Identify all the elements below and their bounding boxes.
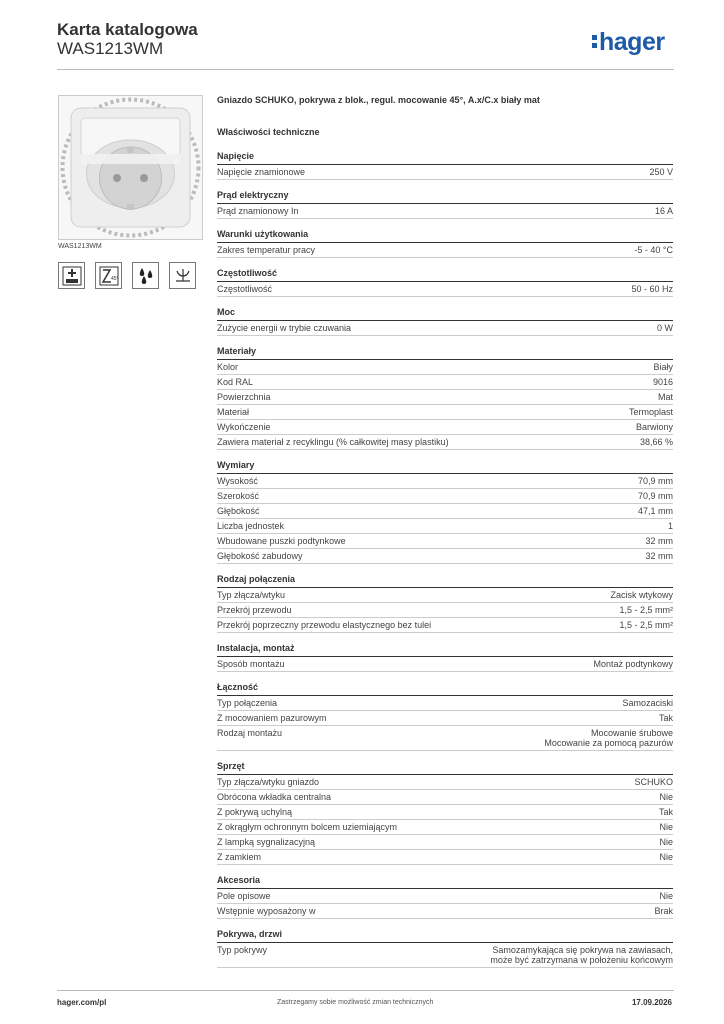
- spec-label: Napięcie znamionowe: [217, 167, 306, 177]
- logo-text: hager: [599, 28, 665, 56]
- spec-value: 50 - 60 Hz: [631, 284, 673, 294]
- spec-label: Typ złącza/wtyku gniazdo: [217, 777, 320, 787]
- spec-value: Nie: [659, 852, 673, 862]
- spec-section: [217, 307, 673, 336]
- header-divider: [57, 69, 674, 70]
- spec-row: [217, 243, 673, 258]
- spec-label: Częstotliwość: [217, 284, 273, 294]
- spec-value: 38,66 %: [639, 437, 673, 447]
- spec-section: [217, 190, 673, 219]
- spec-label: Zakres temperatur pracy: [217, 245, 316, 255]
- spec-label: Przekrój poprzeczny przewodu elastycznego bez tulei: [217, 620, 432, 630]
- spec-value: 1,5 - 2,5 mm²: [619, 605, 673, 615]
- spec-label: Z okrągłym ochronnym bolcem uziemiającym: [217, 822, 398, 832]
- spec-value: Nie: [659, 792, 673, 802]
- spec-row: [217, 726, 673, 751]
- spec-value: 1: [667, 521, 673, 531]
- spec-section: [217, 268, 673, 297]
- spec-row: [217, 420, 673, 435]
- certification-icons: [58, 262, 196, 289]
- spec-value: [544, 728, 673, 748]
- spec-label: Wstępnie wyposażony w: [217, 906, 316, 916]
- spec-label: Przekrój przewodu: [217, 605, 292, 615]
- spec-value: 32 mm: [645, 536, 673, 546]
- spec-row: [217, 489, 673, 504]
- spec-row: [217, 805, 673, 820]
- footer-divider: [57, 990, 674, 991]
- spec-label: Z lampką sygnalizacyjną: [217, 837, 316, 847]
- section-title: Rodzaj połączenia: [217, 574, 673, 588]
- spec-value-line: Mocowanie śrubowe: [590, 728, 673, 738]
- spec-value: SCHUKO: [634, 777, 673, 787]
- svg-text:45°: 45°: [110, 275, 119, 282]
- spec-row: [217, 696, 673, 711]
- spec-section: [217, 346, 673, 450]
- spec-value: Zacisk wtykowy: [610, 590, 673, 600]
- spec-value: 16 A: [654, 206, 673, 216]
- footer-date: 17.09.2026: [631, 998, 672, 1007]
- spec-value: Tak: [658, 807, 673, 817]
- spec-value-line: Samozamykająca się pokrywa na zawiasach,: [492, 945, 673, 955]
- spec-label: Prąd znamionowy In: [217, 206, 299, 216]
- water-drops-icon: [132, 262, 159, 289]
- spec-row: [217, 588, 673, 603]
- properties-heading: Właściwości techniczne: [217, 127, 320, 137]
- spec-row: [217, 504, 673, 519]
- spec-value-line: może być zatrzymana w położeniu końcowym: [490, 955, 673, 965]
- spec-row: [217, 775, 673, 790]
- spec-value: 1,5 - 2,5 mm²: [619, 620, 673, 630]
- section-title: Akcesoria: [217, 875, 673, 889]
- spec-section: [217, 229, 673, 258]
- spec-section: [217, 761, 673, 865]
- spec-value: Tak: [658, 713, 673, 723]
- spec-label: Liczba jednostek: [217, 521, 285, 531]
- spec-label: Typ złącza/wtyku: [217, 590, 286, 600]
- spec-row: [217, 534, 673, 549]
- section-title: Materiały: [217, 346, 673, 360]
- spec-value: Nie: [659, 822, 673, 832]
- spec-label: Kolor: [217, 362, 239, 372]
- spec-value: Nie: [659, 891, 673, 901]
- spec-row: [217, 835, 673, 850]
- spec-label: Sposób montażu: [217, 659, 285, 669]
- spec-row: [217, 519, 673, 534]
- spec-row: [217, 820, 673, 835]
- product-image-caption: WAS1213WM: [58, 243, 102, 250]
- spec-value: Termoplast: [628, 407, 673, 417]
- document-title: Karta katalogowa: [57, 20, 198, 39]
- spec-row: [217, 360, 673, 375]
- spec-label: Z pokrywą uchylną: [217, 807, 293, 817]
- spec-section: [217, 574, 673, 633]
- spec-value-line: Mocowanie za pomocą pazurów: [544, 738, 673, 748]
- footer-disclaimer: Zastrzegamy sobie możliwość zmian technicznych: [277, 999, 434, 1006]
- section-title: Napięcie: [217, 151, 673, 165]
- specification-content: [217, 95, 673, 978]
- spec-row: [217, 711, 673, 726]
- reinforced-insulation-icon: [58, 262, 85, 289]
- spec-row: [217, 943, 673, 968]
- footer-website[interactable]: hager.com/pl: [57, 998, 107, 1007]
- spec-value: Mat: [657, 392, 673, 402]
- product-image: [58, 95, 203, 240]
- section-title: Prąd elektryczny: [217, 190, 673, 204]
- spec-section: [217, 682, 673, 751]
- spec-row: [217, 474, 673, 489]
- spec-value: Montaż podtynkowy: [593, 659, 673, 669]
- spec-label: Rodzaj montażu: [217, 728, 283, 738]
- spec-label: Wysokość: [217, 476, 258, 486]
- spec-row: [217, 889, 673, 904]
- spec-label: Kod RAL: [217, 377, 254, 387]
- spec-row: [217, 657, 673, 672]
- spec-value: -5 - 40 °C: [634, 245, 673, 255]
- spec-row: [217, 904, 673, 919]
- spec-row: [217, 618, 673, 633]
- antenna-symbol-icon: [169, 262, 196, 289]
- spec-value: [490, 945, 673, 965]
- spec-label: Obrócona wkładka centralna: [217, 792, 332, 802]
- spec-row: [217, 165, 673, 180]
- spec-row: [217, 204, 673, 219]
- spec-label: Zużycie energii w trybie czuwania: [217, 323, 352, 333]
- logo-dots-icon: [592, 35, 597, 51]
- spec-label: Pole opisowe: [217, 891, 271, 901]
- spec-section: [217, 151, 673, 180]
- spec-section: [217, 643, 673, 672]
- spec-label: Typ połączenia: [217, 698, 278, 708]
- spec-row: [217, 405, 673, 420]
- spec-label: Wykończenie: [217, 422, 271, 432]
- spec-value: 9016: [652, 377, 673, 387]
- spec-row: [217, 390, 673, 405]
- spec-value: 47,1 mm: [637, 506, 673, 516]
- spec-label: Zawiera materiał z recyklingu (% całkowitej masy plastiku): [217, 437, 449, 447]
- section-title: Pokrywa, drzwi: [217, 929, 673, 943]
- spec-label: Powierzchnia: [217, 392, 271, 402]
- spec-label: Głębokość: [217, 506, 260, 516]
- spec-row: [217, 435, 673, 450]
- spec-value: 32 mm: [645, 551, 673, 561]
- section-title: Moc: [217, 307, 673, 321]
- spec-value: Samozaciski: [622, 698, 673, 708]
- temperature-45-icon: [95, 262, 122, 289]
- section-title: Częstotliwość: [217, 268, 673, 282]
- spec-label: Szerokość: [217, 491, 260, 501]
- spec-row: [217, 790, 673, 805]
- spec-value: Brak: [654, 906, 673, 916]
- spec-section: [217, 460, 673, 564]
- product-code: WAS1213WM: [57, 39, 164, 58]
- spec-sections: [217, 151, 673, 968]
- spec-row: [217, 549, 673, 564]
- product-title: Gniazdo SCHUKO, pokrywa z blok., regul. mocowanie 45°, A.x/C.x biały mat: [217, 95, 540, 105]
- spec-value: Barwiony: [635, 422, 673, 432]
- section-title: Wymiary: [217, 460, 673, 474]
- section-title: Warunki użytkowania: [217, 229, 673, 243]
- section-title: Łączność: [217, 682, 673, 696]
- spec-row: [217, 375, 673, 390]
- spec-label: Wbudowane puszki podtynkowe: [217, 536, 346, 546]
- section-title: Instalacja, montaż: [217, 643, 673, 657]
- spec-label: Typ pokrywy: [217, 945, 268, 955]
- spec-section: [217, 875, 673, 919]
- spec-value: Biały: [653, 362, 673, 372]
- hager-logo: [592, 28, 665, 57]
- spec-value: 70,9 mm: [637, 491, 673, 501]
- spec-row: [217, 321, 673, 336]
- spec-label: Materiał: [217, 407, 250, 417]
- spec-label: Z mocowaniem pazurowym: [217, 713, 327, 723]
- spec-row: [217, 850, 673, 865]
- spec-row: [217, 282, 673, 297]
- spec-value: 70,9 mm: [637, 476, 673, 486]
- spec-value: Nie: [659, 837, 673, 847]
- spec-row: [217, 603, 673, 618]
- section-title: Sprzęt: [217, 761, 673, 775]
- spec-section: [217, 929, 673, 968]
- spec-label: Głębokość zabudowy: [217, 551, 303, 561]
- spec-value: 250 V: [649, 167, 673, 177]
- spec-label: Z zamkiem: [217, 852, 262, 862]
- spec-value: 0 W: [656, 323, 673, 333]
